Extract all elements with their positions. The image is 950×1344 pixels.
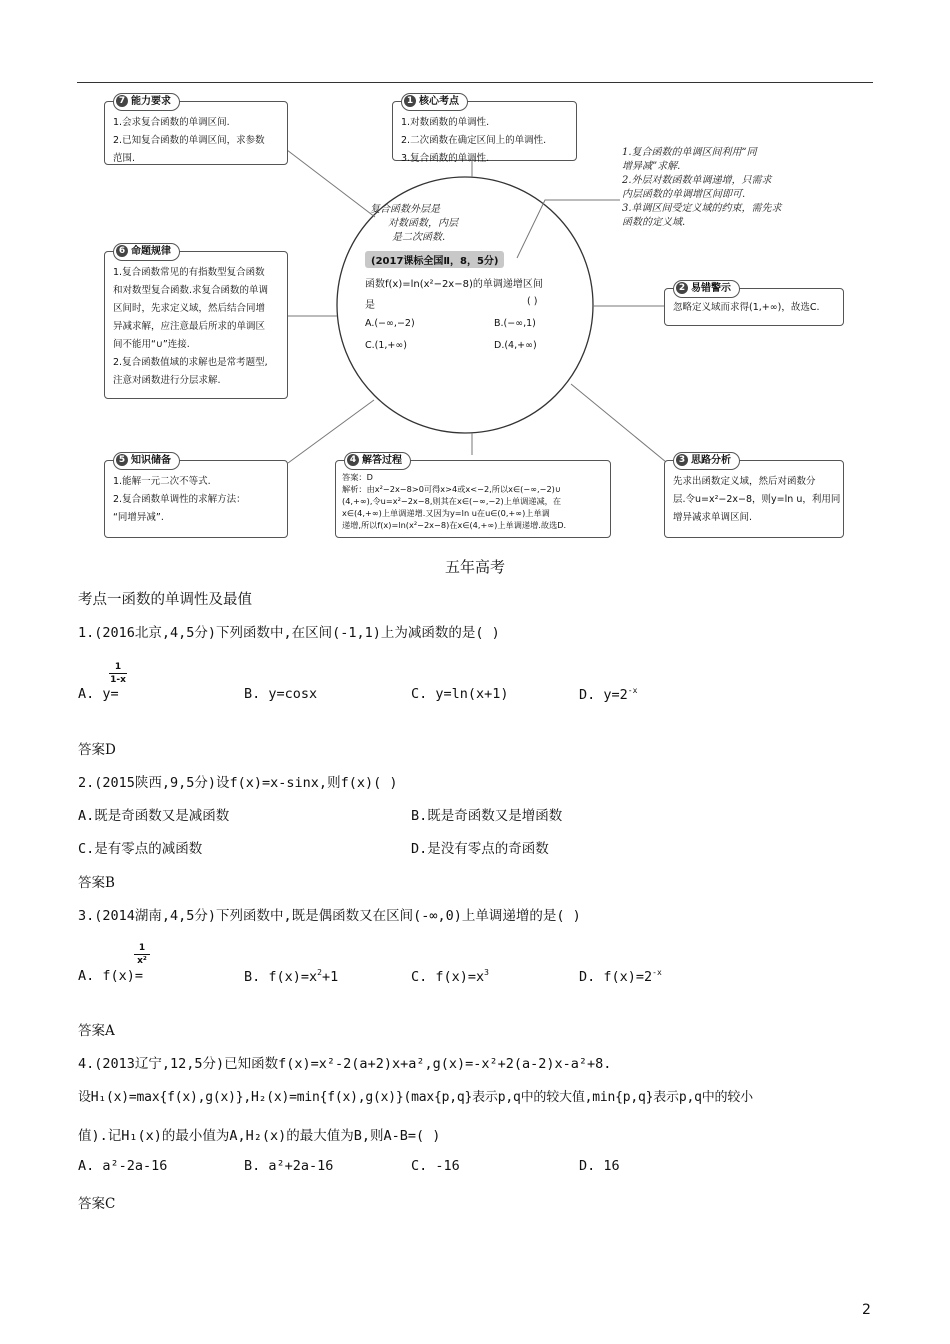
fraction-numerator: 1 bbox=[138, 943, 146, 953]
exam-source-tag: (2017课标全国Ⅱ，8，5分) bbox=[365, 251, 504, 268]
box-line: 忽略定义域而求得(1,+∞)，故选C. bbox=[673, 302, 820, 313]
q4-line-2: 设H₁(x)=max{f(x),g(x)},H₂(x)=min{f(x),g(x)}(max{p,q}表示p,q中的较大值,min{p,q}表示p,q中的较小 bbox=[78, 1090, 753, 1105]
option-base: D. f(x)=2 bbox=[579, 969, 653, 985]
box-line: 解析：由x²−2x−8>0可得x>4或x<−2,所以x∈(−∞,−2)∪ bbox=[342, 484, 561, 494]
q2-option-a: A.既是奇函数又是减函数 bbox=[78, 808, 230, 824]
box-line: 2.已知复合函数的单调区间，求参数 bbox=[113, 135, 265, 146]
option-base: D. y=2 bbox=[579, 687, 628, 703]
box-line: 先求出函数定义域，然后对函数分 bbox=[673, 476, 816, 487]
option-exponent: -x bbox=[652, 968, 662, 977]
box-line: (4,+∞),令u=x²−2x−8,则其在x∈(−∞,−2)上单调递减，在 bbox=[342, 496, 562, 506]
problem-stem: 函数f(x)=ln(x²−2x−8)的单调递增区间 bbox=[365, 279, 543, 290]
page-heading: 五年高考 bbox=[444, 558, 505, 576]
box-line: 答案：D bbox=[342, 472, 373, 482]
box-line: 异减求解，应注意最后所求的单调区 bbox=[113, 321, 266, 332]
box-line: 层.令u=x²−2x−8，则y=ln u，利用同 bbox=[673, 494, 841, 505]
option-exponent: 2 bbox=[317, 968, 322, 977]
q3-option-a: A. f(x)= bbox=[78, 968, 144, 984]
tag-title: 思路分析 bbox=[691, 455, 731, 466]
option-d: D.(4,+∞) bbox=[494, 340, 537, 351]
option-b: B.(−∞,1) bbox=[494, 318, 536, 329]
hand-line: 复合函数外层是 bbox=[370, 204, 440, 215]
fraction-denominator: 1-x bbox=[110, 675, 126, 685]
fraction-bar bbox=[134, 954, 150, 955]
option-exponent: 3 bbox=[484, 968, 489, 977]
box-line: 区间时，先求定义域，然后结合同增 bbox=[113, 303, 266, 314]
q4-option-a: A. a²-2a-16 bbox=[78, 1158, 168, 1174]
option-exponent: -x bbox=[627, 686, 638, 695]
q1-stem: 1.(2016北京,4,5分)下列函数中,在区间(-1,1)上为减函数的是( ) bbox=[78, 625, 500, 641]
q3-answer: 答案A bbox=[78, 1023, 115, 1039]
q3-option-d bbox=[579, 968, 662, 985]
box-line: 注意对函数进行分层求解. bbox=[113, 375, 221, 386]
tag-title: 核心考点 bbox=[419, 96, 459, 107]
box-line: 2.二次函数在确定区间上的单调性. bbox=[401, 135, 547, 146]
handwritten-note-center bbox=[370, 203, 458, 245]
tag-title: 能力要求 bbox=[131, 96, 171, 107]
q1-option-a: A. y= bbox=[78, 686, 119, 702]
q2-stem: 2.(2015陕西,9,5分)设f(x)=x-sinx,则f(x)( ) bbox=[78, 775, 398, 791]
connector-3 bbox=[571, 384, 666, 462]
tag-core bbox=[401, 93, 468, 111]
tag-knowledge bbox=[113, 452, 180, 470]
tag-analysis bbox=[673, 452, 740, 470]
hand-line: 对数函数，内层 bbox=[388, 218, 458, 229]
q1-option-d bbox=[579, 686, 637, 703]
tag-number: 4 bbox=[347, 454, 359, 466]
option-base: B. f(x)=x bbox=[244, 969, 318, 985]
box-line: 1.会求复合函数的单调区间. bbox=[113, 117, 230, 128]
fraction-denominator: x² bbox=[137, 956, 147, 966]
q2-option-c: C.是有零点的减函数 bbox=[78, 841, 203, 857]
tag-number: 2 bbox=[676, 282, 688, 294]
connector-7 bbox=[287, 150, 375, 217]
tag-solution bbox=[344, 452, 411, 470]
box-core bbox=[392, 96, 577, 164]
box-line: 1.对数函数的单调性. bbox=[401, 117, 490, 128]
box-line: 范围. bbox=[113, 153, 136, 164]
q1-option-b: B. y=cosx bbox=[244, 686, 318, 702]
box-analysis bbox=[664, 455, 844, 538]
fraction-bar bbox=[109, 673, 127, 674]
box-ability bbox=[104, 96, 288, 165]
q4-option-c: C. -16 bbox=[411, 1158, 460, 1174]
q3-option-c bbox=[411, 968, 489, 985]
q1-a-fraction bbox=[109, 662, 127, 685]
tag-number: 5 bbox=[116, 454, 128, 466]
tag-number: 6 bbox=[116, 245, 128, 257]
box-line: 2.复合函数值域的求解也是常考题型, bbox=[113, 357, 268, 368]
problem-stem-2: 是 bbox=[365, 300, 375, 311]
tag-pattern bbox=[113, 243, 180, 261]
hand-line: 是二次函数. bbox=[392, 232, 446, 243]
box-line: 间不能用“∪”连接. bbox=[113, 339, 190, 350]
q4-option-d: D. 16 bbox=[579, 1158, 620, 1174]
q2-answer: 答案B bbox=[78, 875, 115, 891]
tag-ability bbox=[113, 93, 180, 111]
q1-answer: 答案D bbox=[78, 742, 116, 758]
hand-line: 增异减”求解. bbox=[622, 161, 681, 172]
hand-line: 2.外层对数函数单调递增，只需求 bbox=[622, 175, 772, 186]
page-number: 2 bbox=[862, 1302, 871, 1318]
hand-line: 1.复合函数的单调区间利用“同 bbox=[622, 147, 757, 158]
hand-line: 3.单调区间受定义域的约束，需先求 bbox=[622, 203, 782, 214]
box-line: 1.复合函数常见的有指数型复合函数 bbox=[113, 267, 265, 278]
mind-map bbox=[0, 0, 950, 560]
handwritten-note-right bbox=[622, 146, 782, 230]
answer-paren: ( ) bbox=[527, 296, 538, 307]
box-line: “同增异减”. bbox=[113, 512, 164, 523]
box-mistake bbox=[664, 283, 844, 326]
section-title: 考点一函数的单调性及最值 bbox=[78, 592, 252, 608]
tag-number: 1 bbox=[404, 95, 416, 107]
q4-answer: 答案C bbox=[78, 1196, 116, 1212]
box-line: 2.复合函数单调性的求解方法： bbox=[113, 494, 246, 505]
q4-line-3: 值).记H₁(x)的最小值为A,H₂(x)的最大值为B,则A-B=( ) bbox=[78, 1128, 441, 1144]
tag-title: 解答过程 bbox=[362, 455, 402, 466]
fraction-numerator: 1 bbox=[114, 662, 122, 672]
box-line: 增异减求单调区间. bbox=[673, 512, 753, 523]
q3-stem: 3.(2014湖南,4,5分)下列函数中,既是偶函数又在区间(-∞,0)上单调递增的是( ) bbox=[78, 908, 581, 924]
q3-option-b bbox=[244, 968, 338, 985]
hand-line: 内层函数的单调增区间即可. bbox=[622, 189, 746, 200]
box-line: 递增,所以f(x)=ln(x²−2x−8)在x∈(4,+∞)上单调递增.故选D. bbox=[342, 520, 567, 530]
box-solution bbox=[335, 455, 611, 538]
option-c: C.(1,+∞) bbox=[365, 340, 408, 351]
tag-title: 易错警示 bbox=[691, 283, 731, 294]
hand-line: 函数的定义域. bbox=[622, 217, 686, 228]
box-pattern bbox=[104, 246, 288, 399]
box-line: 3.复合函数的单调性. bbox=[401, 153, 490, 164]
q1-option-c: C. y=ln(x+1) bbox=[411, 686, 509, 702]
q4-line-1: 4.(2013辽宁,12,5分)已知函数f(x)=x²-2(a+2)x+a²,g(x)=-x²+2(a-2)x-a²+8. bbox=[78, 1056, 612, 1072]
tag-number: 3 bbox=[676, 454, 688, 466]
box-line: x∈(4,+∞)上单调递增.又因为y=ln u在u∈(0,+∞)上单调 bbox=[342, 508, 550, 518]
tag-number: 7 bbox=[116, 95, 128, 107]
q2-option-d: D.是没有零点的奇函数 bbox=[411, 841, 549, 857]
tag-title: 知识储备 bbox=[131, 455, 171, 466]
box-line: 1.能解一元二次不等式. bbox=[113, 476, 211, 487]
q4-option-b: B. a²+2a-16 bbox=[244, 1158, 334, 1174]
tag-mistake bbox=[673, 280, 740, 298]
q2-option-b: B.既是奇函数又是增函数 bbox=[411, 808, 563, 824]
box-line: 和对数型复合函数.求复合函数的单调 bbox=[113, 285, 269, 296]
option-a: A.(−∞,−2) bbox=[365, 318, 415, 329]
box-knowledge bbox=[104, 455, 288, 538]
q3-a-fraction bbox=[134, 943, 150, 966]
option-base: C. f(x)=x bbox=[411, 969, 485, 985]
tag-title: 命题规律 bbox=[131, 246, 171, 257]
option-tail: +1 bbox=[321, 969, 339, 985]
